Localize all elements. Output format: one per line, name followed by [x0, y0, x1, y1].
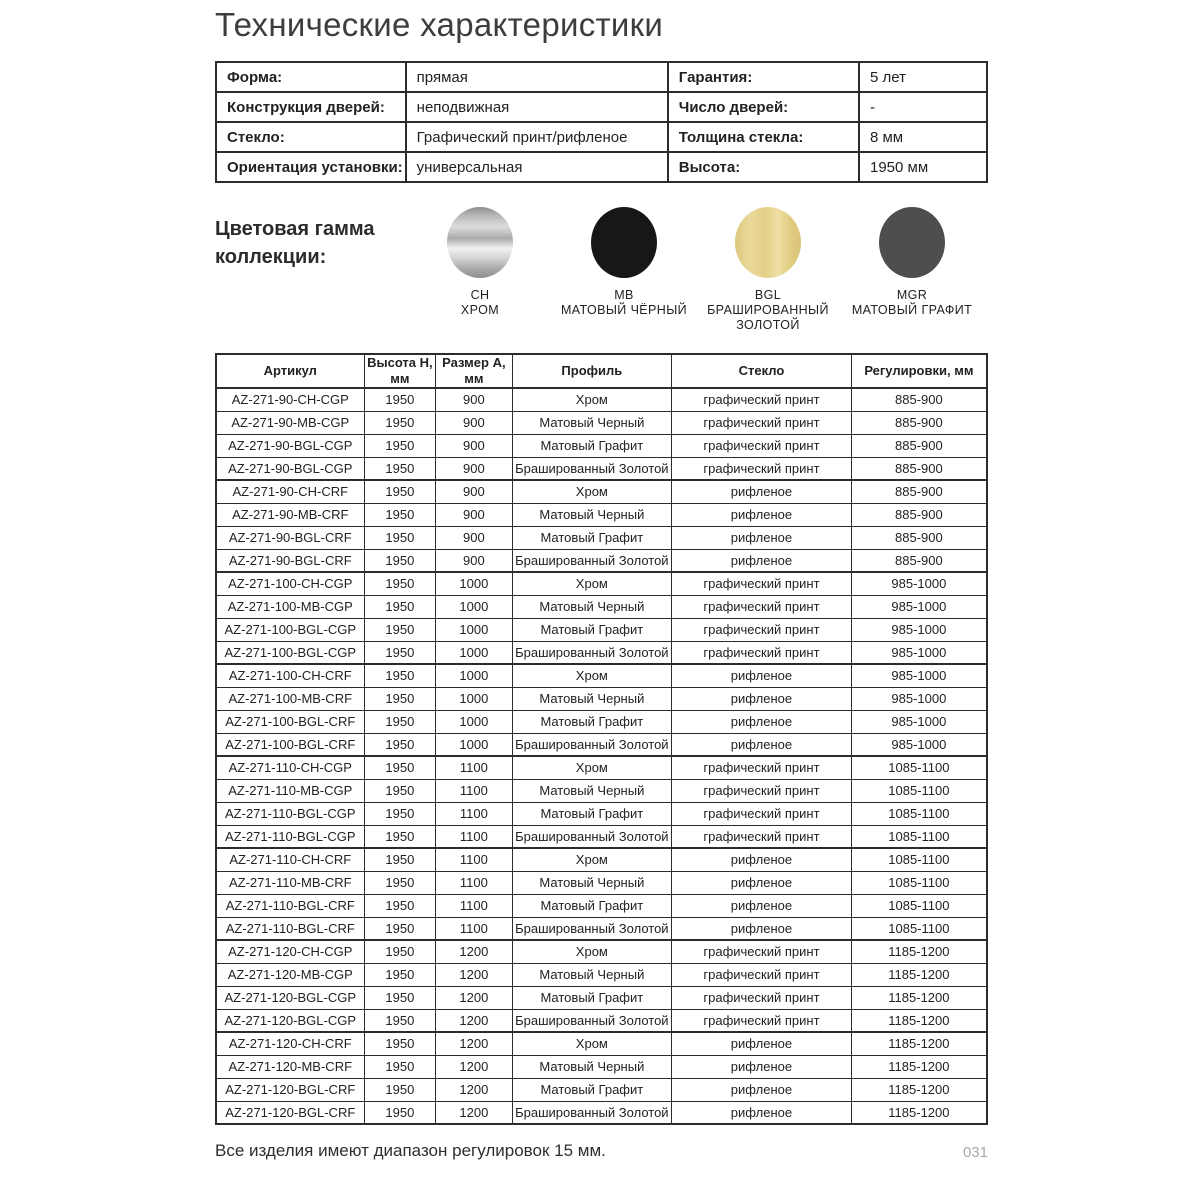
table-cell: 900: [436, 434, 512, 457]
table-cell: 885-900: [851, 480, 987, 503]
spec-row: [216, 122, 987, 152]
swatch-circle-bgl-icon: [735, 207, 801, 278]
spec-value: 5 лет: [859, 62, 987, 92]
table-cell: 1100: [436, 917, 512, 940]
table-cell: 1000: [436, 641, 512, 664]
swatch-bgl: [696, 203, 840, 334]
swatch-row: [408, 203, 984, 334]
swatch-code: MB: [614, 288, 634, 302]
table-cell: 1950: [364, 388, 436, 411]
table-cell: Матовый Черный: [512, 871, 672, 894]
table-cell: AZ-271-90-BGL-CRF: [216, 549, 364, 572]
table-cell: рифленое: [672, 1032, 852, 1055]
table-cell: 1950: [364, 1032, 436, 1055]
table-cell: AZ-271-100-BGL-CRF: [216, 733, 364, 756]
table-row: [216, 480, 987, 503]
table-cell: Хром: [512, 940, 672, 963]
table-cell: 1000: [436, 733, 512, 756]
table-cell: AZ-271-110-CH-CGP: [216, 756, 364, 779]
swatch-name: БРАШИРОВАННЫЙ ЗОЛОТОЙ: [707, 303, 829, 333]
table-cell: графический принт: [672, 572, 852, 595]
table-cell: AZ-271-120-CH-CRF: [216, 1032, 364, 1055]
table-cell: 1950: [364, 434, 436, 457]
table-row: [216, 434, 987, 457]
table-cell: 900: [436, 411, 512, 434]
table-cell: рифленое: [672, 710, 852, 733]
spec-label: Ориентация установки:: [216, 152, 406, 182]
footer-note: Все изделия имеют диапазон регулировок 15 мм.: [215, 1141, 606, 1160]
table-cell: 885-900: [851, 549, 987, 572]
table-cell: графический принт: [672, 779, 852, 802]
table-cell: 1950: [364, 894, 436, 917]
table-cell: рифленое: [672, 733, 852, 756]
table-cell: графический принт: [672, 802, 852, 825]
table-cell: Матовый Графит: [512, 894, 672, 917]
table-cell: рифленое: [672, 871, 852, 894]
table-cell: 1950: [364, 963, 436, 986]
page-title: Технические характеристики: [215, 6, 664, 43]
table-row: [216, 664, 987, 687]
table-cell: Брашированный Золотой: [512, 733, 672, 756]
table-cell: 1950: [364, 411, 436, 434]
column-header: Регулировки, мм: [851, 354, 987, 389]
table-row: [216, 963, 987, 986]
table-cell: 1950: [364, 940, 436, 963]
table-cell: AZ-271-110-BGL-CGP: [216, 802, 364, 825]
table-cell: Матовый Графит: [512, 1078, 672, 1101]
table-cell: 1200: [436, 1009, 512, 1032]
table-cell: рифленое: [672, 1101, 852, 1124]
column-header: Профиль: [512, 354, 672, 389]
swatch-code: BGL: [754, 288, 782, 302]
table-cell: AZ-271-100-BGL-CGP: [216, 641, 364, 664]
table-cell: 885-900: [851, 503, 987, 526]
table-cell: 1085-1100: [851, 848, 987, 871]
table-cell: рифленое: [672, 503, 852, 526]
spec-value: Графический принт/рифленое: [406, 122, 668, 152]
table-cell: рифленое: [672, 526, 852, 549]
table-cell: AZ-271-90-CH-CRF: [216, 480, 364, 503]
table-cell: AZ-271-110-CH-CRF: [216, 848, 364, 871]
table-cell: AZ-271-110-MB-CGP: [216, 779, 364, 802]
table-cell: Хром: [512, 572, 672, 595]
table-row: [216, 871, 987, 894]
table-cell: графический принт: [672, 963, 852, 986]
table-row: [216, 825, 987, 848]
table-cell: Матовый Графит: [512, 434, 672, 457]
table-row: [216, 411, 987, 434]
table-cell: 1950: [364, 1101, 436, 1124]
table-row: [216, 1078, 987, 1101]
table-cell: 1950: [364, 1055, 436, 1078]
table-cell: 900: [436, 503, 512, 526]
product-table-header-row: [216, 354, 987, 389]
table-cell: 900: [436, 480, 512, 503]
spec-label: Число дверей:: [668, 92, 859, 122]
table-cell: 1950: [364, 480, 436, 503]
table-cell: 1185-1200: [851, 940, 987, 963]
table-cell: 1200: [436, 1101, 512, 1124]
swatch-circle-mgr-icon: [879, 207, 945, 278]
table-cell: 985-1000: [851, 710, 987, 733]
table-cell: 1185-1200: [851, 1101, 987, 1124]
table-row: [216, 1055, 987, 1078]
table-cell: AZ-271-120-MB-CRF: [216, 1055, 364, 1078]
table-cell: AZ-271-120-MB-CGP: [216, 963, 364, 986]
table-cell: 1950: [364, 526, 436, 549]
product-table: [215, 353, 988, 1126]
table-cell: 985-1000: [851, 733, 987, 756]
table-row: [216, 388, 987, 411]
table-cell: AZ-271-100-MB-CGP: [216, 595, 364, 618]
table-row: [216, 940, 987, 963]
table-cell: 885-900: [851, 411, 987, 434]
table-cell: AZ-271-120-BGL-CGP: [216, 986, 364, 1009]
table-cell: графический принт: [672, 457, 852, 480]
table-cell: 1200: [436, 1055, 512, 1078]
table-cell: Матовый Черный: [512, 687, 672, 710]
spec-label: Высота:: [668, 152, 859, 182]
table-cell: 885-900: [851, 434, 987, 457]
table-cell: графический принт: [672, 434, 852, 457]
table-cell: Матовый Графит: [512, 802, 672, 825]
table-cell: AZ-271-90-BGL-CGP: [216, 434, 364, 457]
table-cell: 985-1000: [851, 595, 987, 618]
table-cell: Брашированный Золотой: [512, 1009, 672, 1032]
swatch-circle-ch-icon: [447, 207, 513, 278]
table-cell: AZ-271-110-BGL-CRF: [216, 894, 364, 917]
table-cell: 1000: [436, 618, 512, 641]
table-row: [216, 894, 987, 917]
table-cell: Брашированный Золотой: [512, 1101, 672, 1124]
table-row: [216, 1032, 987, 1055]
table-cell: 1200: [436, 1032, 512, 1055]
spec-value: 8 мм: [859, 122, 987, 152]
table-cell: графический принт: [672, 940, 852, 963]
table-cell: Матовый Графит: [512, 986, 672, 1009]
swatch-mgr: [840, 203, 984, 334]
table-cell: 1100: [436, 871, 512, 894]
table-cell: 1085-1100: [851, 894, 987, 917]
table-cell: 885-900: [851, 457, 987, 480]
table-cell: графический принт: [672, 595, 852, 618]
table-cell: 1000: [436, 687, 512, 710]
table-cell: 1950: [364, 1078, 436, 1101]
table-cell: 1100: [436, 779, 512, 802]
table-cell: Брашированный Золотой: [512, 549, 672, 572]
swatch-name: МАТОВЫЙ ГРАФИТ: [851, 303, 973, 317]
column-header: Артикул: [216, 354, 364, 389]
table-row: [216, 687, 987, 710]
table-row: [216, 986, 987, 1009]
spec-table: [215, 61, 988, 183]
table-cell: Брашированный Золотой: [512, 825, 672, 848]
table-cell: Брашированный Золотой: [512, 457, 672, 480]
table-cell: AZ-271-120-BGL-CGP: [216, 1009, 364, 1032]
table-cell: рифленое: [672, 917, 852, 940]
table-cell: графический принт: [672, 618, 852, 641]
table-cell: Брашированный Золотой: [512, 641, 672, 664]
table-cell: 1100: [436, 848, 512, 871]
page-number: 031: [962, 1144, 988, 1161]
table-cell: Матовый Графит: [512, 618, 672, 641]
page-footer: [215, 1136, 988, 1161]
table-cell: 1950: [364, 641, 436, 664]
table-cell: графический принт: [672, 986, 852, 1009]
table-cell: 1950: [364, 687, 436, 710]
table-cell: 1085-1100: [851, 779, 987, 802]
table-cell: 1950: [364, 825, 436, 848]
table-cell: AZ-271-90-CH-CGP: [216, 388, 364, 411]
table-cell: 1085-1100: [851, 802, 987, 825]
table-cell: рифленое: [672, 664, 852, 687]
table-cell: 1950: [364, 549, 436, 572]
table-cell: Матовый Черный: [512, 779, 672, 802]
swatch-ch: [408, 203, 552, 334]
table-row: [216, 917, 987, 940]
spec-value: неподвижная: [406, 92, 668, 122]
table-cell: Хром: [512, 756, 672, 779]
table-row: [216, 802, 987, 825]
table-cell: 1185-1200: [851, 1078, 987, 1101]
table-cell: 1100: [436, 756, 512, 779]
table-cell: 900: [436, 549, 512, 572]
table-row: [216, 549, 987, 572]
table-cell: AZ-271-100-BGL-CGP: [216, 618, 364, 641]
column-header: Стекло: [672, 354, 852, 389]
table-cell: графический принт: [672, 411, 852, 434]
table-cell: 1950: [364, 986, 436, 1009]
table-row: [216, 1009, 987, 1032]
table-cell: 900: [436, 388, 512, 411]
table-cell: 1950: [364, 1009, 436, 1032]
table-cell: 1185-1200: [851, 1055, 987, 1078]
table-cell: рифленое: [672, 480, 852, 503]
table-row: [216, 756, 987, 779]
spec-table-body: [216, 62, 987, 182]
table-cell: Хром: [512, 848, 672, 871]
spec-value: универсальная: [406, 152, 668, 182]
table-cell: 1950: [364, 779, 436, 802]
table-cell: AZ-271-90-MB-CRF: [216, 503, 364, 526]
table-cell: 985-1000: [851, 641, 987, 664]
spec-label: Стекло:: [216, 122, 406, 152]
swatch-mb: [552, 203, 696, 334]
table-cell: Хром: [512, 1032, 672, 1055]
table-cell: AZ-271-120-CH-CGP: [216, 940, 364, 963]
table-cell: 1200: [436, 963, 512, 986]
table-cell: 885-900: [851, 526, 987, 549]
table-cell: 1200: [436, 1078, 512, 1101]
table-cell: Матовый Графит: [512, 526, 672, 549]
swatch-circle-mb-icon: [591, 207, 657, 278]
table-cell: 1950: [364, 802, 436, 825]
table-cell: 985-1000: [851, 687, 987, 710]
table-cell: 1185-1200: [851, 1032, 987, 1055]
table-row: [216, 457, 987, 480]
table-cell: 900: [436, 526, 512, 549]
table-cell: 1085-1100: [851, 917, 987, 940]
table-cell: AZ-271-90-BGL-CGP: [216, 457, 364, 480]
table-cell: 1950: [364, 618, 436, 641]
spec-row: [216, 92, 987, 122]
table-cell: 985-1000: [851, 572, 987, 595]
table-row: [216, 779, 987, 802]
table-row: [216, 641, 987, 664]
spec-row: [216, 62, 987, 92]
table-cell: 1950: [364, 457, 436, 480]
spec-value: -: [859, 92, 987, 122]
table-cell: AZ-271-120-BGL-CRF: [216, 1078, 364, 1101]
table-cell: Матовый Черный: [512, 595, 672, 618]
table-cell: 1950: [364, 733, 436, 756]
table-row: [216, 526, 987, 549]
spec-value: 1950 мм: [859, 152, 987, 182]
table-cell: 1200: [436, 940, 512, 963]
spec-label: Толщина стекла:: [668, 122, 859, 152]
table-cell: 1100: [436, 894, 512, 917]
table-cell: 1185-1200: [851, 986, 987, 1009]
column-header: Высота H, мм: [364, 354, 436, 389]
table-cell: 1185-1200: [851, 1009, 987, 1032]
table-cell: графический принт: [672, 388, 852, 411]
table-cell: 1950: [364, 848, 436, 871]
table-cell: 1950: [364, 664, 436, 687]
column-header: Размер A, мм: [436, 354, 512, 389]
table-cell: Матовый Черный: [512, 963, 672, 986]
table-cell: 1085-1100: [851, 825, 987, 848]
table-cell: AZ-271-100-CH-CGP: [216, 572, 364, 595]
table-cell: рифленое: [672, 894, 852, 917]
table-cell: 985-1000: [851, 664, 987, 687]
table-cell: Матовый Черный: [512, 1055, 672, 1078]
spec-row: [216, 152, 987, 182]
table-cell: Матовый Черный: [512, 411, 672, 434]
table-cell: 1085-1100: [851, 871, 987, 894]
table-cell: 1950: [364, 572, 436, 595]
swatch-name: МАТОВЫЙ ЧЁРНЫЙ: [560, 303, 688, 317]
spec-value: прямая: [406, 62, 668, 92]
table-cell: графический принт: [672, 825, 852, 848]
table-cell: рифленое: [672, 549, 852, 572]
table-cell: графический принт: [672, 641, 852, 664]
table-cell: AZ-271-90-MB-CGP: [216, 411, 364, 434]
table-cell: AZ-271-100-BGL-CRF: [216, 710, 364, 733]
table-cell: AZ-271-110-MB-CRF: [216, 871, 364, 894]
table-cell: рифленое: [672, 687, 852, 710]
table-cell: Хром: [512, 388, 672, 411]
table-cell: 985-1000: [851, 618, 987, 641]
page-content: [215, 0, 988, 1161]
table-cell: 1185-1200: [851, 963, 987, 986]
table-cell: рифленое: [672, 848, 852, 871]
table-cell: 1100: [436, 825, 512, 848]
spec-label: Конструкция дверей:: [216, 92, 406, 122]
table-row: [216, 848, 987, 871]
table-cell: AZ-271-90-BGL-CRF: [216, 526, 364, 549]
table-cell: 1950: [364, 710, 436, 733]
table-row: [216, 733, 987, 756]
table-cell: Хром: [512, 480, 672, 503]
table-cell: 1000: [436, 572, 512, 595]
table-cell: 1100: [436, 802, 512, 825]
table-row: [216, 572, 987, 595]
table-cell: AZ-271-100-MB-CRF: [216, 687, 364, 710]
swatch-name: ХРОМ: [460, 303, 500, 317]
table-cell: 1000: [436, 710, 512, 733]
table-cell: 1200: [436, 986, 512, 1009]
table-cell: 1000: [436, 595, 512, 618]
table-cell: Матовый Графит: [512, 710, 672, 733]
table-cell: AZ-271-110-BGL-CGP: [216, 825, 364, 848]
table-row: [216, 503, 987, 526]
swatch-code: MGR: [896, 288, 928, 302]
table-cell: AZ-271-100-CH-CRF: [216, 664, 364, 687]
table-cell: 900: [436, 457, 512, 480]
colors-section: [215, 203, 988, 334]
colors-heading: Цветовая гамма коллекции:: [215, 218, 375, 268]
table-cell: Хром: [512, 664, 672, 687]
table-cell: графический принт: [672, 1009, 852, 1032]
table-cell: 1950: [364, 503, 436, 526]
table-row: [216, 710, 987, 733]
table-cell: рифленое: [672, 1055, 852, 1078]
table-cell: 1950: [364, 871, 436, 894]
table-cell: 1950: [364, 756, 436, 779]
table-cell: графический принт: [672, 756, 852, 779]
table-cell: 1000: [436, 664, 512, 687]
table-cell: 1085-1100: [851, 756, 987, 779]
table-cell: 1950: [364, 917, 436, 940]
table-row: [216, 618, 987, 641]
table-row: [216, 595, 987, 618]
spec-label: Форма:: [216, 62, 406, 92]
table-cell: рифленое: [672, 1078, 852, 1101]
swatch-code: CH: [470, 288, 490, 302]
spec-label: Гарантия:: [668, 62, 859, 92]
table-cell: Брашированный Золотой: [512, 917, 672, 940]
table-cell: Матовый Черный: [512, 503, 672, 526]
table-cell: 1950: [364, 595, 436, 618]
table-cell: AZ-271-110-BGL-CRF: [216, 917, 364, 940]
table-cell: AZ-271-120-BGL-CRF: [216, 1101, 364, 1124]
table-row: [216, 1101, 987, 1124]
table-cell: 885-900: [851, 388, 987, 411]
product-table-body: [216, 388, 987, 1124]
